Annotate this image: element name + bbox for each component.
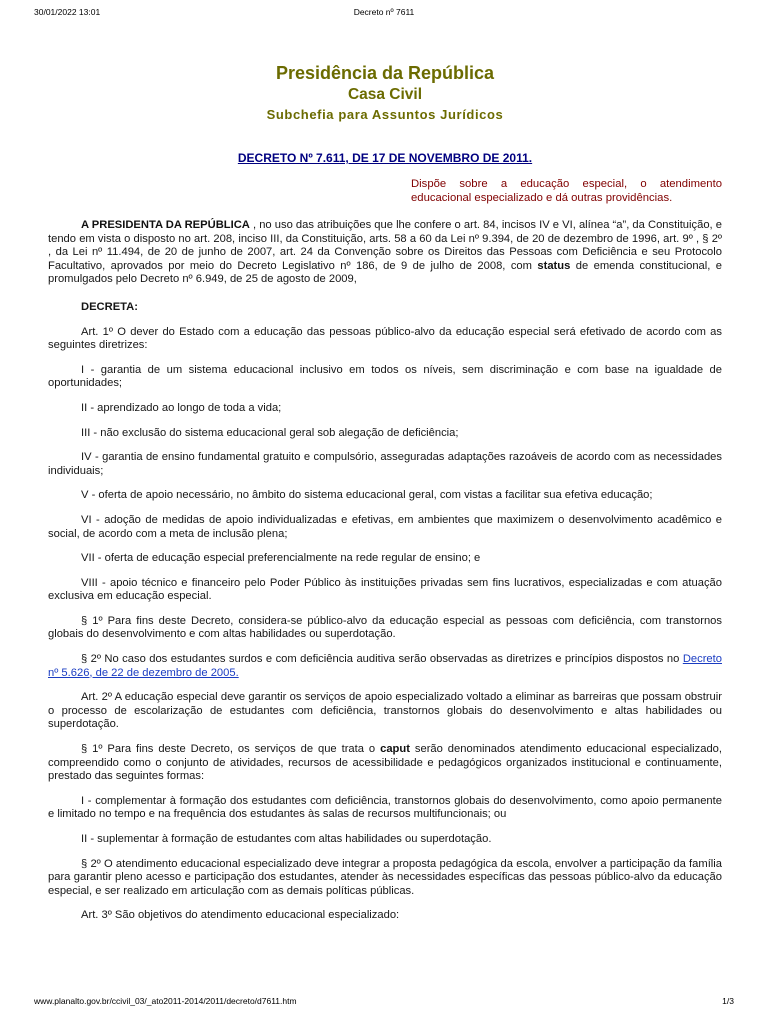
art2-inciso-i: I - complementar à formação dos estudantes com deficiência, transtornos globais do desenvolvimento, como apoio permanente e limitado no tempo e na frequência dos estudantes às salas de recursos multifuncionais; ou xyxy=(48,794,722,821)
art2-p1-text-b: serão denominados atendimento educacional especializado, compreendido como o conjunto de atividades, recursos de acessibilidade e pedagógicos organizados institucional e continuamente, prestado das seguintes formas: xyxy=(48,743,722,783)
art1-inciso-viii: VIII - apoio técnico e financeiro pelo Poder Público às instituições privadas sem fins lucrativos, especializadas e com atuação exclusiva em educação especial. xyxy=(48,576,722,603)
art1-paragraph-1: § 1º Para fins deste Decreto, considera-se público-alvo da educação especial as pessoas com deficiência, com transtornos globais do desenvolvimento e com altas habilidades ou superdotação. xyxy=(48,614,722,641)
art1-paragraph-2 xyxy=(48,653,722,680)
print-title: Decreto nº 7611 xyxy=(353,7,415,17)
art2-paragraph-1 xyxy=(48,743,722,784)
art1-inciso-vii: VII - oferta de educação especial preferencialmente na rede regular de ensino; e xyxy=(81,552,481,565)
art1-inciso-i: I - garantia de um sistema educacional inclusivo em todos os níveis, sem discriminação e com base na igualdade de oportunidades; xyxy=(48,363,722,390)
art2-caput: Art. 2º A educação especial deve garantir os serviços de apoio especializado voltado a eliminar as barreiras que possam obstruir o processo de escolarização de estudantes com deficiência, transtornos globais do desenvolvimento e altas habilidades ou superdotação. xyxy=(48,691,722,731)
preamble xyxy=(48,219,722,287)
print-footer xyxy=(0,996,768,1010)
art2-inciso-ii: II - suplementar à formação de estudantes com altas habilidades ou superdotação. xyxy=(81,833,492,845)
art2-p1-text-a: § 1º Para fins deste Decreto, os serviços de que trata o xyxy=(81,743,381,756)
document-body xyxy=(48,60,722,923)
decree-title-link[interactable]: DECRETO Nº 7.611, DE 17 DE NOVEMBRO DE 2011. xyxy=(237,151,533,165)
art1-paragraph-2-text: § 2º No caso dos estudantes surdos e com deficiência auditiva serão observadas as diretrizes e princípios dispostos no xyxy=(81,653,683,666)
preamble-text-a: , no uso das atribuições que lhe confere o art. 84, incisos IV e VI, alínea “a”, da Constituição, e tendo em vista o disposto no art. 208, inciso III, da Constituição, arts. 58 a 60 da Lei nº 9.394, de 20 de dezembro de 1996, art. 9º , § 2º , da Lei nº 11.494, de 20 de junho de 2007, art. 24 da Convenção sobre os Direitos das Pessoas com Deficiência e seu Protocolo Facultativo, aprovados por meio do Decreto Legislativo nº 186, de 9 de julho de 2008, com xyxy=(48,219,722,272)
art1-inciso-ii: II - aprendizado ao longo de toda a vida; xyxy=(81,401,282,414)
art1-inciso-v: V - oferta de apoio necessário, no âmbito do sistema educacional geral, com vistas a facilitar sua efetiva educação; xyxy=(81,489,653,502)
decreta-heading: DECRETA: xyxy=(81,300,138,313)
subchefia-heading: Subchefia para Assuntos Jurídicos xyxy=(266,107,504,122)
art2-p1-caput: caput xyxy=(380,743,410,756)
ementa: Dispõe sobre a educação especial, o atendimento educacional especializado e dá outras providências. xyxy=(411,178,722,204)
art1-caput: Art. 1º O dever do Estado com a educação das pessoas público-alvo da educação especial será efetivado de acordo com as seguintes diretrizes: xyxy=(48,325,722,352)
print-date: 30/01/2022 13:01 xyxy=(34,7,101,17)
preamble-lead: A PRESIDENTA DA REPÚBLICA xyxy=(81,219,250,231)
art1-inciso-iii: III - não exclusão do sistema educacional geral sob alegação de deficiência; xyxy=(81,426,459,439)
art1-inciso-vi: VI - adoção de medidas de apoio individualizadas e efetivas, em ambientes que maximizem o desenvolvimento acadêmico e social, de acordo com a meta de inclusão plena; xyxy=(48,513,722,540)
preamble-status: status xyxy=(537,259,571,272)
art3-caput: Art. 3º São objetivos do atendimento educacional especializado: xyxy=(81,909,400,922)
decree-5626-link[interactable]: Decreto nº 5.626, de 22 de dezembro de 2005. xyxy=(48,653,722,679)
presidency-heading: Presidência da República xyxy=(275,63,495,83)
art1-inciso-iv: IV - garantia de ensino fundamental gratuito e compulsório, asseguradas adaptações razoáveis de acordo com as necessidades individuais; xyxy=(48,451,722,477)
preamble-text-b: de emenda constitucional, e promulgados pelo Decreto nº 6.949, de 25 de agosto de 2009, xyxy=(48,259,722,286)
casa-civil-heading: Casa Civil xyxy=(347,86,423,103)
print-url: www.planalto.gov.br/ccivil_03/_ato2011-2014/2011/decreto/d7611.htm xyxy=(34,996,297,1006)
print-header xyxy=(0,7,768,21)
art2-paragraph-2: § 2º O atendimento educacional especializado deve integrar a proposta pedagógica da escola, envolver a participação da família para garantir pleno acesso e participação dos estudantes, atender às necessidades específicas das pessoas público-alvo da educação especial, e ser realizado em articulação com as demais políticas públicas. xyxy=(48,857,722,897)
print-page-number: 1/3 xyxy=(722,996,734,1006)
